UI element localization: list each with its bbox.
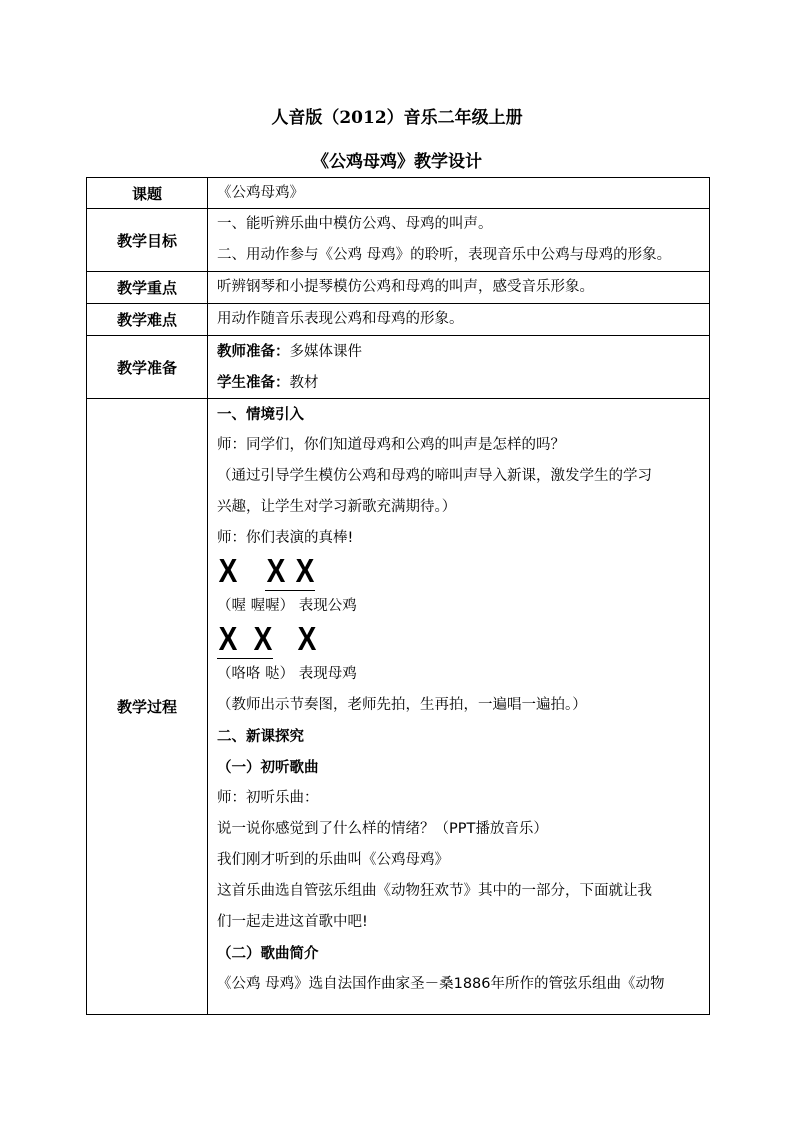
rooster-rhythm xyxy=(217,554,709,591)
row-difficulty xyxy=(87,304,710,336)
difficulty-value: 用动作随音乐表现公鸡和母鸡的形象。 xyxy=(217,311,464,327)
goal-line: 一、能听辨乐曲中模仿公鸡、母鸡的叫声。 xyxy=(217,216,493,232)
explore-heading: 二、新课探究 xyxy=(217,728,304,745)
rhythm-beam xyxy=(265,590,315,591)
intro-line: 师：你们表演的真棒! xyxy=(217,530,354,546)
intro-line: 师：同学们，你们知道母鸡和公鸡的叫声是怎样的吗？ xyxy=(217,437,565,453)
rooster-caption: （喔 喔喔） 表现公鸡 xyxy=(217,598,357,614)
row-prep xyxy=(87,336,710,399)
focus-value: 听辨钢琴和小提琴模仿公鸡和母鸡的叫声，感受音乐形象。 xyxy=(217,279,594,295)
row-topic xyxy=(87,178,710,209)
hen-caption: （咯咯 哒） 表现母鸡 xyxy=(217,666,357,682)
intro-line: （教师出示节奏图，老师先拍，生再拍，一遍唱一遍拍。） xyxy=(217,697,587,713)
sub1-heading: （一）初听歌曲 xyxy=(217,759,319,776)
sub1-line: 这首乐曲选自管弦乐组曲《动物狂欢节》其中的一部分，下面就让我 xyxy=(217,883,652,899)
student-prep-label: 学生准备： xyxy=(217,374,290,391)
row-goals xyxy=(87,209,710,272)
goals-label: 教学目标 xyxy=(87,209,208,272)
focus-label: 教学重点 xyxy=(87,272,208,304)
sub1-line: 师：初听乐曲： xyxy=(217,790,319,806)
student-prep xyxy=(217,367,709,398)
topic-label: 课题 xyxy=(87,178,208,209)
sub1-line: 说一说你感觉到了什么样的情绪？（PPT播放音乐） xyxy=(217,821,548,837)
prep-label: 教学准备 xyxy=(87,336,208,399)
document-subtitle: 《公鸡母鸡》教学设计 xyxy=(312,152,482,172)
row-process xyxy=(87,399,710,1015)
teacher-prep-label: 教师准备： xyxy=(217,343,290,360)
rhythm-beam xyxy=(217,658,273,659)
sub1-line: 我们刚才听到的乐曲叫《公鸡母鸡》 xyxy=(217,852,449,868)
student-prep-value: 教材 xyxy=(289,375,319,391)
topic-value: 《公鸡母鸡》 xyxy=(217,185,304,201)
intro-line: （通过引导学生模仿公鸡和母鸡的啼叫声导入新课，激发学生的学习 xyxy=(217,468,652,484)
rhythm-note: X xyxy=(297,620,317,657)
teacher-prep-value: 多媒体课件 xyxy=(289,344,362,360)
sub2-heading: （二）歌曲简介 xyxy=(217,945,319,962)
rhythm-note: X xyxy=(295,552,315,589)
rhythm-note: X xyxy=(266,552,286,589)
document-title: 人音版（2012）音乐二年级上册 xyxy=(271,108,523,128)
difficulty-label: 教学难点 xyxy=(87,304,208,336)
intro-line: 兴趣，让学生对学习新歌充满期待。） xyxy=(217,499,457,515)
row-focus xyxy=(87,272,710,304)
sub1-line: 们一起走进这首歌中吧! xyxy=(217,914,368,930)
teacher-prep xyxy=(217,336,709,367)
rhythm-note: X xyxy=(253,620,273,657)
rhythm-note: X xyxy=(218,620,238,657)
rhythm-note: X xyxy=(218,552,238,589)
hen-rhythm xyxy=(217,622,709,659)
goal-line: 二、用动作参与《公鸡 母鸡》的聆听，表现音乐中公鸡与母鸡的形象。 xyxy=(217,247,672,263)
process-label: 教学过程 xyxy=(87,399,208,1015)
lesson-plan-table xyxy=(86,177,710,1015)
sub2-line: 《公鸡 母鸡》选自法国作曲家圣－桑1886年所作的管弦乐组曲《动物 xyxy=(217,976,665,992)
intro-heading: 一、情境引入 xyxy=(217,406,304,423)
